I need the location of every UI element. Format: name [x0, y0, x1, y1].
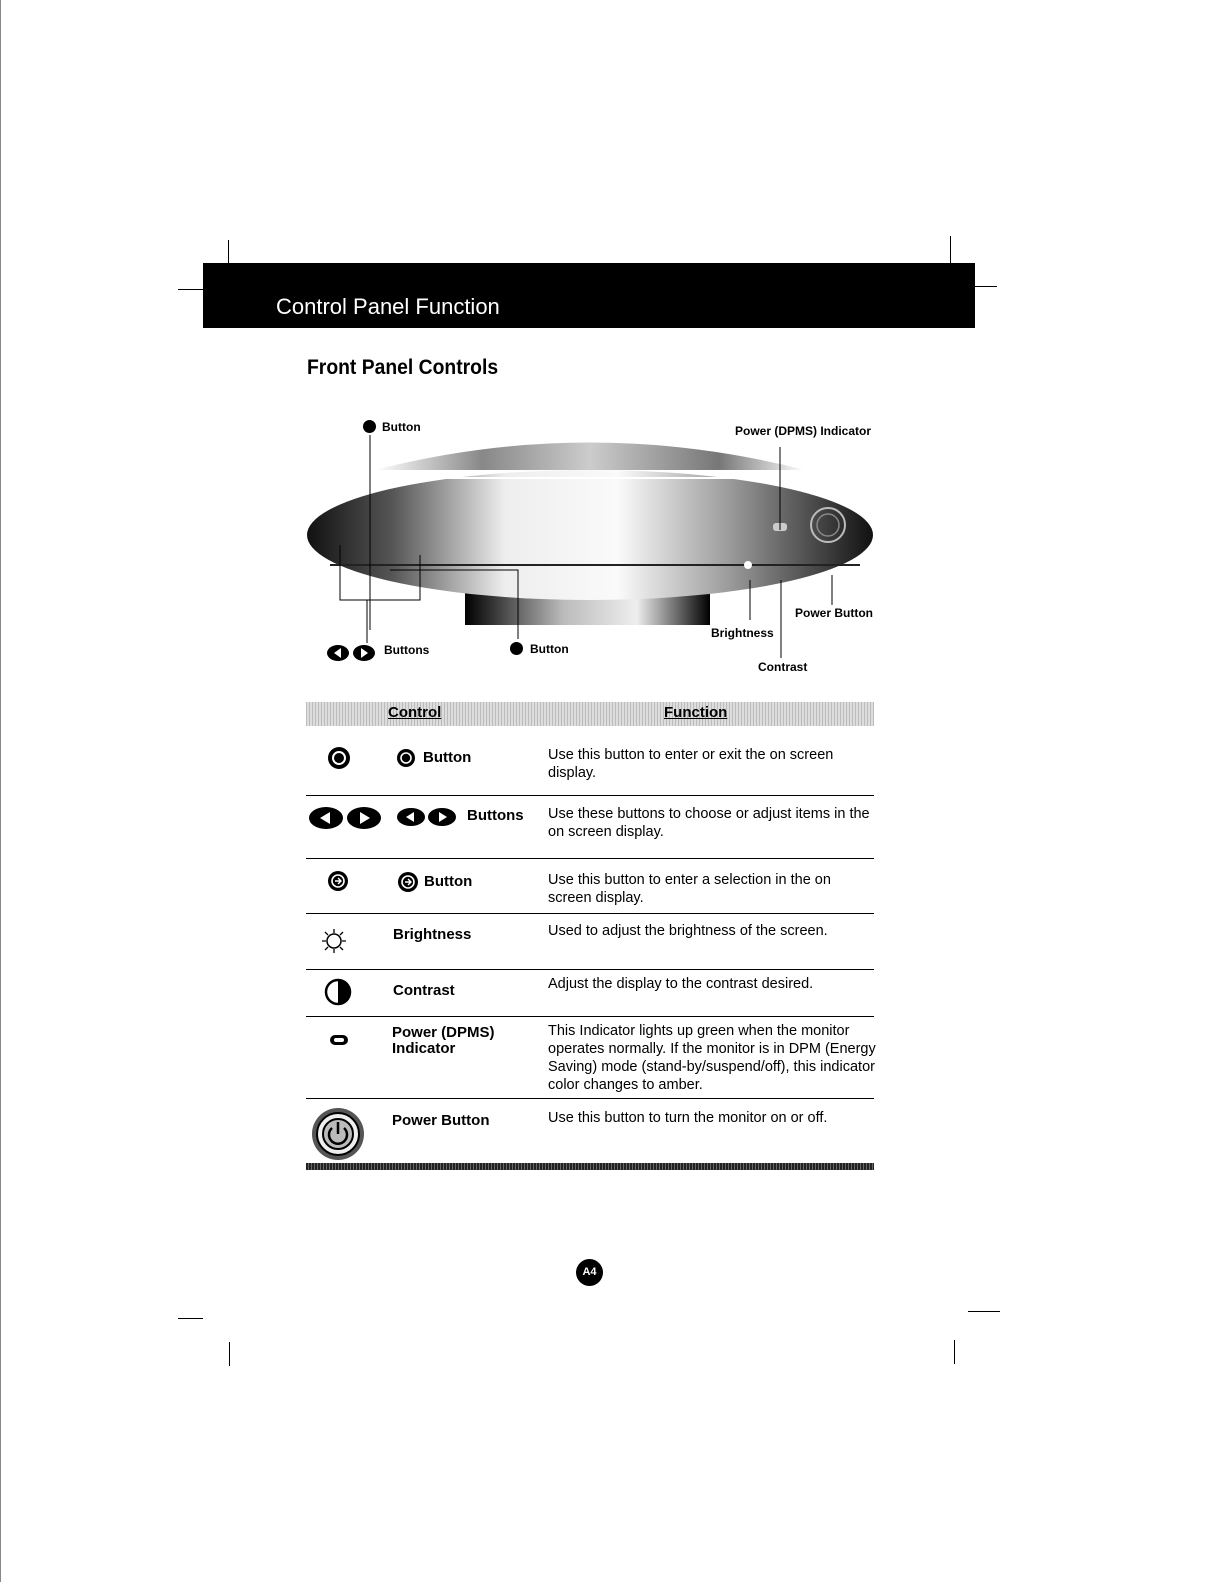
- diagram-label-power-indicator: Power (DPMS) Indicator: [735, 424, 872, 438]
- select-button-icon: [510, 642, 523, 655]
- row-divider: [306, 1098, 874, 1099]
- monitor-top: [375, 443, 805, 471]
- crop-mark: [954, 1340, 955, 1364]
- crop-mark: [178, 1318, 203, 1319]
- left-right-arrow-icons: [396, 807, 458, 827]
- left-right-arrow-icons: [308, 806, 384, 830]
- crop-mark: [178, 289, 203, 290]
- crop-mark: [975, 286, 997, 287]
- power-indicator-icon: [329, 1034, 349, 1046]
- row-divider: [306, 913, 874, 914]
- menu-button-icon: [363, 420, 376, 433]
- row-divider: [306, 969, 874, 970]
- table-row-control: Power (DPMS) Indicator: [392, 1024, 495, 1057]
- table-row-function: Adjust the display to the contrast desired.: [548, 976, 814, 992]
- brightness-icon: [320, 927, 348, 955]
- table-row-function: Use this button to enter a selection in the on screen display.: [548, 872, 831, 906]
- table-row-function: Use this button to turn the monitor on or off.: [548, 1110, 828, 1126]
- col-header-control: Control: [388, 704, 442, 721]
- crop-mark: [950, 236, 951, 264]
- select-button-icon: [397, 871, 419, 893]
- crop-mark: [968, 1311, 1000, 1312]
- table-row-function: Used to adjust the brightness of the screen.: [548, 923, 828, 939]
- row-divider: [306, 1016, 874, 1017]
- menu-button-icon: [396, 748, 416, 768]
- diagram-label-power-button: Power Button: [795, 606, 873, 620]
- crop-mark: [228, 240, 229, 264]
- monitor-bezel: [307, 470, 873, 600]
- row-divider: [306, 858, 874, 859]
- row-divider: [306, 795, 874, 796]
- table-row-control: Contrast: [393, 982, 455, 999]
- diagram-label-select-button: Button: [530, 642, 569, 656]
- contrast-icon: [324, 978, 352, 1006]
- table-bottom-bar: [306, 1163, 874, 1170]
- table-header: [306, 702, 874, 726]
- table-row-control: Button: [423, 749, 472, 766]
- table-row-function: Use these buttons to choose or adjust items in the on screen display.: [548, 806, 870, 840]
- table-row-function: This Indicator lights up green when the monitor operates normally. If the monitor is in DPM (Energy Saving) mode (stand-by/suspend/off), this indicator color changes to amber.: [548, 1023, 876, 1093]
- page-title: Control Panel Function: [276, 294, 500, 319]
- diagram-label-menu-button: Button: [382, 420, 421, 434]
- left-right-arrow-icons: [326, 644, 378, 662]
- page-edge: [0, 0, 1, 1582]
- diagram-label-contrast: Contrast: [758, 660, 808, 674]
- table-row-control: Power Button: [392, 1112, 490, 1129]
- page-number: A4: [576, 1259, 603, 1286]
- diagram-label-brightness: Brightness: [711, 626, 774, 640]
- diagram-label-arrow-buttons: Buttons: [384, 643, 430, 657]
- table-row-function: Use this button to enter or exit the on screen display.: [548, 747, 834, 781]
- table-row-control: Button: [424, 873, 473, 890]
- select-button-icon: [327, 870, 349, 892]
- power-button-icon: [310, 1106, 366, 1162]
- col-header-function: Function: [664, 704, 728, 721]
- crop-mark: [229, 1342, 230, 1366]
- table-row-control: Brightness: [393, 926, 472, 943]
- menu-button-icon: [327, 746, 351, 770]
- table-row-control: Buttons: [467, 807, 524, 824]
- section-title: Front Panel Controls: [307, 356, 499, 379]
